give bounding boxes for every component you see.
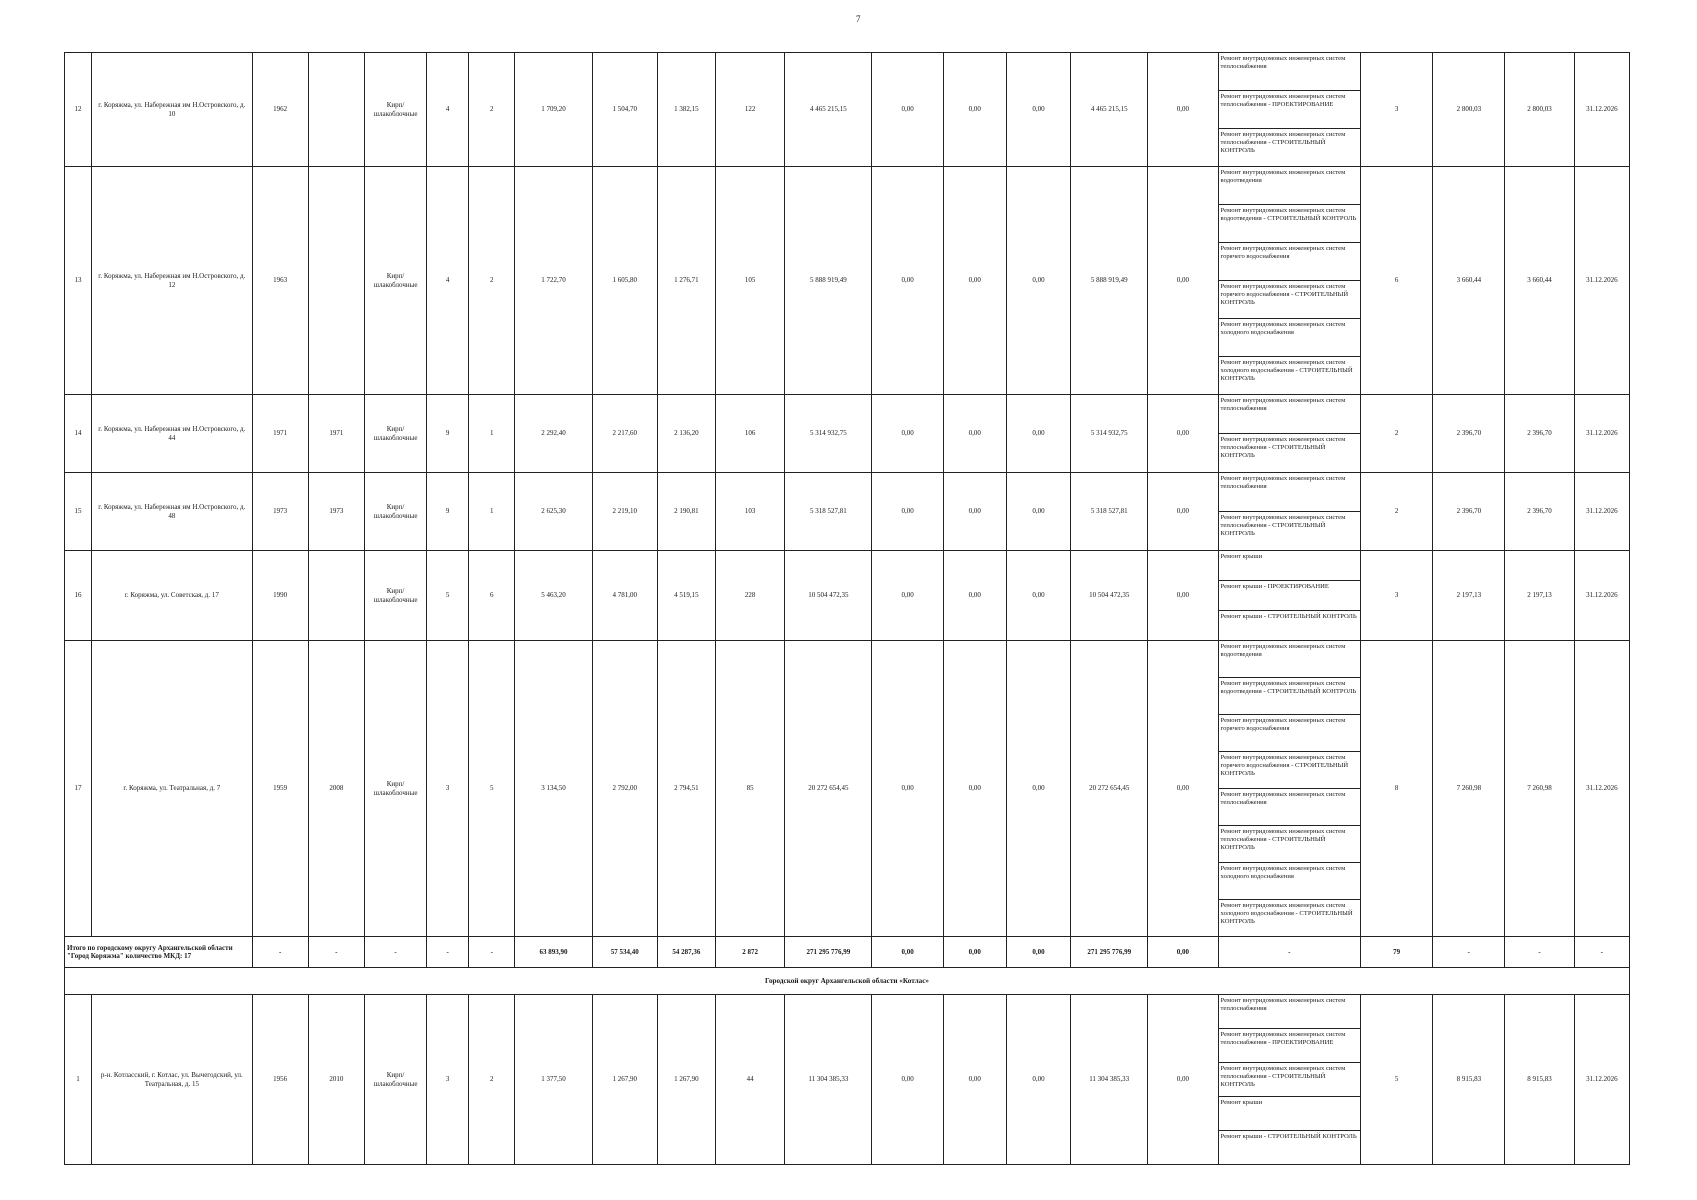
cell-unit-cost: 7 260,98 bbox=[1433, 641, 1505, 937]
cell-address: р-н. Котласский, г. Котлас, ул. Вычегодский, ул. Театральная, д. 15 bbox=[92, 995, 253, 1165]
work-item-text: Ремонт внутридомовых инженерных систем горячего водоснабжения - СТРОИТЕЛЬНЫЙ КОНТРОЛЬ bbox=[1220, 283, 1349, 306]
total-area-premises: 57 534,40 bbox=[592, 937, 657, 968]
repair-register-table bbox=[64, 52, 1630, 1165]
work-item-text: Ремонт внутридомовых инженерных систем теплоснабжения bbox=[1220, 791, 1346, 806]
cell-year-built: 1990 bbox=[252, 551, 308, 641]
table-row bbox=[65, 167, 1630, 205]
work-item bbox=[1218, 1097, 1360, 1131]
work-item bbox=[1218, 129, 1360, 167]
total-dash: - bbox=[364, 937, 426, 968]
cell-works-count: 3 bbox=[1360, 53, 1432, 167]
cell-walls: Кирп/ шлакоблочные bbox=[364, 995, 426, 1165]
cell-unit-cost: 8 915,83 bbox=[1433, 995, 1505, 1165]
cell-deadline: 31.12.2026 bbox=[1574, 167, 1629, 395]
cell-area-total: 1 709,20 bbox=[515, 53, 592, 167]
cell-cost-local: 0,00 bbox=[1006, 167, 1070, 395]
cell-cost-total: 5 318 527,81 bbox=[785, 473, 872, 551]
cell-floors: 4 bbox=[427, 167, 469, 395]
cell-cost-other: 0,00 bbox=[1148, 167, 1218, 395]
total-works-count: 79 bbox=[1360, 937, 1432, 968]
cell-walls: Кирп/ шлакоблочные bbox=[364, 551, 426, 641]
cell-area-premises: 2 217,60 bbox=[592, 395, 657, 473]
cell-limit-cost: 2 396,70 bbox=[1505, 395, 1574, 473]
cell-cost-region: 0,00 bbox=[943, 641, 1006, 937]
cell-year-renov bbox=[308, 167, 364, 395]
cell-cost-other: 0,00 bbox=[1148, 53, 1218, 167]
cell-cost-owners: 5 318 527,81 bbox=[1071, 473, 1148, 551]
total-dash: - bbox=[252, 937, 308, 968]
work-item bbox=[1218, 863, 1360, 900]
table-body bbox=[65, 53, 1630, 1165]
cell-cost-region: 0,00 bbox=[943, 473, 1006, 551]
work-item bbox=[1218, 611, 1360, 641]
cell-year-renov: 2010 bbox=[308, 995, 364, 1165]
cell-address: г. Коряжма, ул. Набережная им Н.Островского, д. 12 bbox=[92, 167, 253, 395]
cell-limit-cost: 3 660,44 bbox=[1505, 167, 1574, 395]
cell-area-premises: 1 267,90 bbox=[592, 995, 657, 1165]
cell-entrances: 6 bbox=[469, 551, 515, 641]
work-item-text: Ремонт крыши bbox=[1220, 1099, 1263, 1106]
cell-unit-cost: 3 660,44 bbox=[1433, 167, 1505, 395]
cell-cost-other: 0,00 bbox=[1148, 473, 1218, 551]
cell-cost-local: 0,00 bbox=[1006, 551, 1070, 641]
cell-residents: 228 bbox=[715, 551, 784, 641]
cell-year-built: 1973 bbox=[252, 473, 308, 551]
cell-limit-cost: 7 260,98 bbox=[1505, 641, 1574, 937]
work-item-text: Ремонт внутридомовых инженерных систем теплоснабжения bbox=[1220, 55, 1346, 70]
cell-cost-local: 0,00 bbox=[1006, 53, 1070, 167]
cell-works-count: 3 bbox=[1360, 551, 1432, 641]
work-item-text: Ремонт крыши - ПРОЕКТИРОВАНИЕ bbox=[1220, 583, 1329, 590]
cell-entrances: 2 bbox=[469, 53, 515, 167]
page-number: 7 bbox=[856, 14, 861, 24]
total-dash: - bbox=[427, 937, 469, 968]
cell-cost-owners: 10 504 472,35 bbox=[1071, 551, 1148, 641]
cell-address: г. Коряжма, ул. Набережная им Н.Островского, д. 48 bbox=[92, 473, 253, 551]
cell-walls: Кирп/ шлакоблочные bbox=[364, 395, 426, 473]
cell-cost-region: 0,00 bbox=[943, 551, 1006, 641]
cell-area-total: 2 292,40 bbox=[515, 395, 592, 473]
cell-walls: Кирп/ шлакоблочные bbox=[364, 641, 426, 937]
work-item bbox=[1218, 91, 1360, 129]
table-row bbox=[65, 473, 1630, 512]
cell-cost-total: 10 504 472,35 bbox=[785, 551, 872, 641]
cell-floors: 9 bbox=[427, 395, 469, 473]
work-item-text: Ремонт внутридомовых инженерных систем теплоснабжения bbox=[1220, 997, 1346, 1012]
total-area-living: 54 287,36 bbox=[657, 937, 715, 968]
cell-cost-region: 0,00 bbox=[943, 395, 1006, 473]
cell-cost-fund-fed: 0,00 bbox=[872, 473, 943, 551]
work-item-text: Ремонт крыши - СТРОИТЕЛЬНЫЙ КОНТРОЛЬ bbox=[1220, 1133, 1357, 1140]
cell-no: 1 bbox=[65, 995, 92, 1165]
cell-deadline: 31.12.2026 bbox=[1574, 641, 1629, 937]
table-row bbox=[65, 53, 1630, 91]
work-item-text: Ремонт внутридомовых инженерных систем теплоснабжения - СТРОИТЕЛЬНЫЙ КОНТРОЛЬ bbox=[1220, 828, 1346, 851]
cell-deadline: 31.12.2026 bbox=[1574, 53, 1629, 167]
cell-residents: 85 bbox=[715, 641, 784, 937]
municipality-header-row bbox=[65, 968, 1630, 995]
cell-walls: Кирп/ шлакоблочные bbox=[364, 473, 426, 551]
cell-limit-cost: 2 800,03 bbox=[1505, 53, 1574, 167]
cell-floors: 5 bbox=[427, 551, 469, 641]
work-item bbox=[1218, 395, 1360, 434]
cell-address: г. Коряжма, ул. Набережная им Н.Островского, д. 44 bbox=[92, 395, 253, 473]
cell-floors: 4 bbox=[427, 53, 469, 167]
total-cost-region: 0,00 bbox=[943, 937, 1006, 968]
cell-no: 13 bbox=[65, 167, 92, 395]
cell-works-count: 8 bbox=[1360, 641, 1432, 937]
cell-area-living: 1 382,15 bbox=[657, 53, 715, 167]
cell-area-living: 2 136,20 bbox=[657, 395, 715, 473]
work-item bbox=[1218, 319, 1360, 357]
cell-cost-other: 0,00 bbox=[1148, 551, 1218, 641]
total-cost-fund-fed: 0,00 bbox=[872, 937, 943, 968]
work-item bbox=[1218, 551, 1360, 581]
work-item bbox=[1218, 1029, 1360, 1063]
cell-residents: 122 bbox=[715, 53, 784, 167]
work-item-text: Ремонт внутридомовых инженерных систем горячего водоснабжения - СТРОИТЕЛЬНЫЙ КОНТРОЛЬ bbox=[1220, 754, 1349, 777]
total-label: Итого по городскому округу Архангельской области "Город Коряжма" количество МКД: 17 bbox=[65, 937, 253, 968]
cell-area-total: 1 722,70 bbox=[515, 167, 592, 395]
work-item-text: Ремонт крыши bbox=[1220, 553, 1263, 560]
cell-area-premises: 1 605,80 bbox=[592, 167, 657, 395]
municipality-header: Городской округ Архангельской области «Котлас» bbox=[65, 968, 1630, 995]
cell-unit-cost: 2 800,03 bbox=[1433, 53, 1505, 167]
cell-works-count: 2 bbox=[1360, 395, 1432, 473]
total-cost-owners: 271 295 776,99 bbox=[1071, 937, 1148, 968]
cell-limit-cost: 2 396,70 bbox=[1505, 473, 1574, 551]
work-item-text: Ремонт крыши - СТРОИТЕЛЬНЫЙ КОНТРОЛЬ bbox=[1220, 613, 1357, 620]
work-item-text: Ремонт внутридомовых инженерных систем теплоснабжения bbox=[1220, 475, 1346, 490]
cell-cost-local: 0,00 bbox=[1006, 473, 1070, 551]
cell-limit-cost: 2 197,13 bbox=[1505, 551, 1574, 641]
cell-entrances: 2 bbox=[469, 995, 515, 1165]
cell-floors: 3 bbox=[427, 641, 469, 937]
total-cost-local: 0,00 bbox=[1006, 937, 1070, 968]
work-item-text: Ремонт внутридомовых инженерных систем горячего водоснабжения bbox=[1220, 717, 1346, 732]
cell-cost-fund-fed: 0,00 bbox=[872, 395, 943, 473]
cell-residents: 44 bbox=[715, 995, 784, 1165]
cell-year-renov: 1973 bbox=[308, 473, 364, 551]
cell-area-living: 2 794,51 bbox=[657, 641, 715, 937]
work-item bbox=[1218, 641, 1360, 678]
work-item-text: Ремонт внутридомовых инженерных систем водоотведения bbox=[1220, 169, 1346, 184]
cell-address: г. Коряжма, ул. Советская, д. 17 bbox=[92, 551, 253, 641]
cell-year-built: 1963 bbox=[252, 167, 308, 395]
cell-deadline: 31.12.2026 bbox=[1574, 473, 1629, 551]
cell-cost-region: 0,00 bbox=[943, 995, 1006, 1165]
cell-deadline: 31.12.2026 bbox=[1574, 395, 1629, 473]
work-item bbox=[1218, 243, 1360, 281]
table-row bbox=[65, 995, 1630, 1029]
cell-works-count: 5 bbox=[1360, 995, 1432, 1165]
work-item-text: Ремонт внутридомовых инженерных систем теплоснабжения - СТРОИТЕЛЬНЫЙ КОНТРОЛЬ bbox=[1220, 514, 1346, 537]
cell-deadline: 31.12.2026 bbox=[1574, 551, 1629, 641]
cell-entrances: 1 bbox=[469, 473, 515, 551]
cell-no: 17 bbox=[65, 641, 92, 937]
work-item-text: Ремонт внутридомовых инженерных систем водоотведения bbox=[1220, 643, 1346, 658]
cell-cost-fund-fed: 0,00 bbox=[872, 641, 943, 937]
cell-limit-cost: 8 915,83 bbox=[1505, 995, 1574, 1165]
work-item-text: Ремонт внутридомовых инженерных систем водоотведения - СТРОИТЕЛЬНЫЙ КОНТРОЛЬ bbox=[1220, 207, 1357, 222]
work-item bbox=[1218, 1063, 1360, 1097]
cell-cost-local: 0,00 bbox=[1006, 641, 1070, 937]
cell-works-count: 6 bbox=[1360, 167, 1432, 395]
total-cost-other: 0,00 bbox=[1148, 937, 1218, 968]
cell-year-renov: 2008 bbox=[308, 641, 364, 937]
cell-cost-local: 0,00 bbox=[1006, 995, 1070, 1165]
total-dash: - bbox=[1218, 937, 1360, 968]
cell-area-living: 2 190,81 bbox=[657, 473, 715, 551]
cell-entrances: 5 bbox=[469, 641, 515, 937]
cell-address: г. Коряжма, ул. Набережная им Н.Островского, д. 10 bbox=[92, 53, 253, 167]
table-row bbox=[65, 395, 1630, 434]
cell-no: 16 bbox=[65, 551, 92, 641]
cell-area-total: 2 625,30 bbox=[515, 473, 592, 551]
cell-deadline: 31.12.2026 bbox=[1574, 995, 1629, 1165]
work-item-text: Ремонт внутридомовых инженерных систем теплоснабжения - ПРОЕКТИРОВАНИЕ bbox=[1220, 93, 1346, 108]
cell-cost-owners: 5 888 919,49 bbox=[1071, 167, 1148, 395]
cell-unit-cost: 2 396,70 bbox=[1433, 395, 1505, 473]
work-item bbox=[1218, 473, 1360, 512]
cell-cost-owners: 5 314 932,75 bbox=[1071, 395, 1148, 473]
cell-works-count: 2 bbox=[1360, 473, 1432, 551]
cell-entrances: 1 bbox=[469, 395, 515, 473]
total-cost-total: 271 295 776,99 bbox=[785, 937, 872, 968]
work-item bbox=[1218, 281, 1360, 319]
cell-cost-region: 0,00 bbox=[943, 167, 1006, 395]
work-item bbox=[1218, 752, 1360, 789]
work-item-text: Ремонт внутридомовых инженерных систем холодного водоснабжения bbox=[1220, 865, 1346, 880]
total-dash: - bbox=[308, 937, 364, 968]
total-residents: 2 872 bbox=[715, 937, 784, 968]
cell-cost-total: 11 304 385,33 bbox=[785, 995, 872, 1165]
cell-area-living: 4 519,15 bbox=[657, 551, 715, 641]
cell-year-renov bbox=[308, 53, 364, 167]
cell-cost-fund-fed: 0,00 bbox=[872, 551, 943, 641]
total-area-total: 63 893,90 bbox=[515, 937, 592, 968]
cell-cost-fund-fed: 0,00 bbox=[872, 995, 943, 1165]
total-dash: - bbox=[469, 937, 515, 968]
work-item bbox=[1218, 205, 1360, 243]
cell-area-living: 1 276,71 bbox=[657, 167, 715, 395]
work-item bbox=[1218, 789, 1360, 826]
work-item bbox=[1218, 512, 1360, 551]
cell-year-built: 1962 bbox=[252, 53, 308, 167]
work-item bbox=[1218, 715, 1360, 752]
cell-area-living: 1 267,90 bbox=[657, 995, 715, 1165]
work-item-text: Ремонт внутридомовых инженерных систем теплоснабжения - СТРОИТЕЛЬНЫЙ КОНТРОЛЬ bbox=[1220, 131, 1346, 154]
cell-year-built: 1959 bbox=[252, 641, 308, 937]
work-item bbox=[1218, 357, 1360, 395]
cell-cost-owners: 20 272 654,45 bbox=[1071, 641, 1148, 937]
total-dash: - bbox=[1433, 937, 1505, 968]
cell-residents: 106 bbox=[715, 395, 784, 473]
cell-residents: 103 bbox=[715, 473, 784, 551]
work-item bbox=[1218, 678, 1360, 715]
work-item bbox=[1218, 53, 1360, 91]
cell-year-built: 1971 bbox=[252, 395, 308, 473]
work-item-text: Ремонт внутридомовых инженерных систем теплоснабжения - СТРОИТЕЛЬНЫЙ КОНТРОЛЬ bbox=[1220, 1065, 1346, 1088]
work-item bbox=[1218, 995, 1360, 1029]
total-row bbox=[65, 937, 1630, 968]
work-item-text: Ремонт внутридомовых инженерных систем теплоснабжения - СТРОИТЕЛЬНЫЙ КОНТРОЛЬ bbox=[1220, 436, 1346, 459]
cell-area-total: 5 463,20 bbox=[515, 551, 592, 641]
cell-area-premises: 1 504,70 bbox=[592, 53, 657, 167]
cell-walls: Кирп/ шлакоблочные bbox=[364, 167, 426, 395]
cell-walls: Кирп/ шлакоблочные bbox=[364, 53, 426, 167]
work-item-text: Ремонт внутридомовых инженерных систем водоотведения - СТРОИТЕЛЬНЫЙ КОНТРОЛЬ bbox=[1220, 680, 1357, 695]
cell-cost-total: 20 272 654,45 bbox=[785, 641, 872, 937]
work-item bbox=[1218, 434, 1360, 473]
work-item bbox=[1218, 1131, 1360, 1165]
cell-area-total: 3 134,50 bbox=[515, 641, 592, 937]
cell-area-premises: 4 781,00 bbox=[592, 551, 657, 641]
work-item-text: Ремонт внутридомовых инженерных систем холодного водоснабжения - СТРОИТЕЛЬНЫЙ КОНТРОЛЬ bbox=[1220, 902, 1353, 925]
work-item-text: Ремонт внутридомовых инженерных систем холодного водоснабжения bbox=[1220, 321, 1346, 336]
cell-entrances: 2 bbox=[469, 167, 515, 395]
cell-area-premises: 2 219,10 bbox=[592, 473, 657, 551]
cell-cost-total: 5 888 919,49 bbox=[785, 167, 872, 395]
cell-year-renov: 1971 bbox=[308, 395, 364, 473]
cell-no: 14 bbox=[65, 395, 92, 473]
cell-cost-other: 0,00 bbox=[1148, 395, 1218, 473]
cell-cost-owners: 4 465 215,15 bbox=[1071, 53, 1148, 167]
total-dash: - bbox=[1505, 937, 1574, 968]
cell-cost-fund-fed: 0,00 bbox=[872, 167, 943, 395]
work-item bbox=[1218, 826, 1360, 863]
total-dash: - bbox=[1574, 937, 1629, 968]
cell-no: 12 bbox=[65, 53, 92, 167]
cell-floors: 9 bbox=[427, 473, 469, 551]
cell-address: г. Коряжма, ул. Театральная, д. 7 bbox=[92, 641, 253, 937]
work-item bbox=[1218, 581, 1360, 611]
cell-unit-cost: 2 197,13 bbox=[1433, 551, 1505, 641]
work-item-text: Ремонт внутридомовых инженерных систем теплоснабжения - ПРОЕКТИРОВАНИЕ bbox=[1220, 1031, 1346, 1046]
work-item-text: Ремонт внутридомовых инженерных систем холодного водоснабжения - СТРОИТЕЛЬНЫЙ КОНТРОЛЬ bbox=[1220, 359, 1353, 382]
work-item-text: Ремонт внутридомовых инженерных систем теплоснабжения bbox=[1220, 397, 1346, 412]
work-item bbox=[1218, 167, 1360, 205]
cell-unit-cost: 2 396,70 bbox=[1433, 473, 1505, 551]
cell-no: 15 bbox=[65, 473, 92, 551]
cell-cost-local: 0,00 bbox=[1006, 395, 1070, 473]
cell-year-renov bbox=[308, 551, 364, 641]
cell-area-total: 1 377,50 bbox=[515, 995, 592, 1165]
cell-area-premises: 2 792,00 bbox=[592, 641, 657, 937]
cell-cost-total: 5 314 932,75 bbox=[785, 395, 872, 473]
table-row bbox=[65, 551, 1630, 581]
cell-cost-owners: 11 304 385,33 bbox=[1071, 995, 1148, 1165]
work-item-text: Ремонт внутридомовых инженерных систем горячего водоснабжения bbox=[1220, 245, 1346, 260]
table-row bbox=[65, 641, 1630, 678]
cell-floors: 3 bbox=[427, 995, 469, 1165]
cell-cost-region: 0,00 bbox=[943, 53, 1006, 167]
cell-residents: 105 bbox=[715, 167, 784, 395]
cell-year-built: 1956 bbox=[252, 995, 308, 1165]
cell-cost-other: 0,00 bbox=[1148, 641, 1218, 937]
cell-cost-other: 0,00 bbox=[1148, 995, 1218, 1165]
cell-cost-total: 4 465 215,15 bbox=[785, 53, 872, 167]
cell-cost-fund-fed: 0,00 bbox=[872, 53, 943, 167]
work-item bbox=[1218, 900, 1360, 937]
